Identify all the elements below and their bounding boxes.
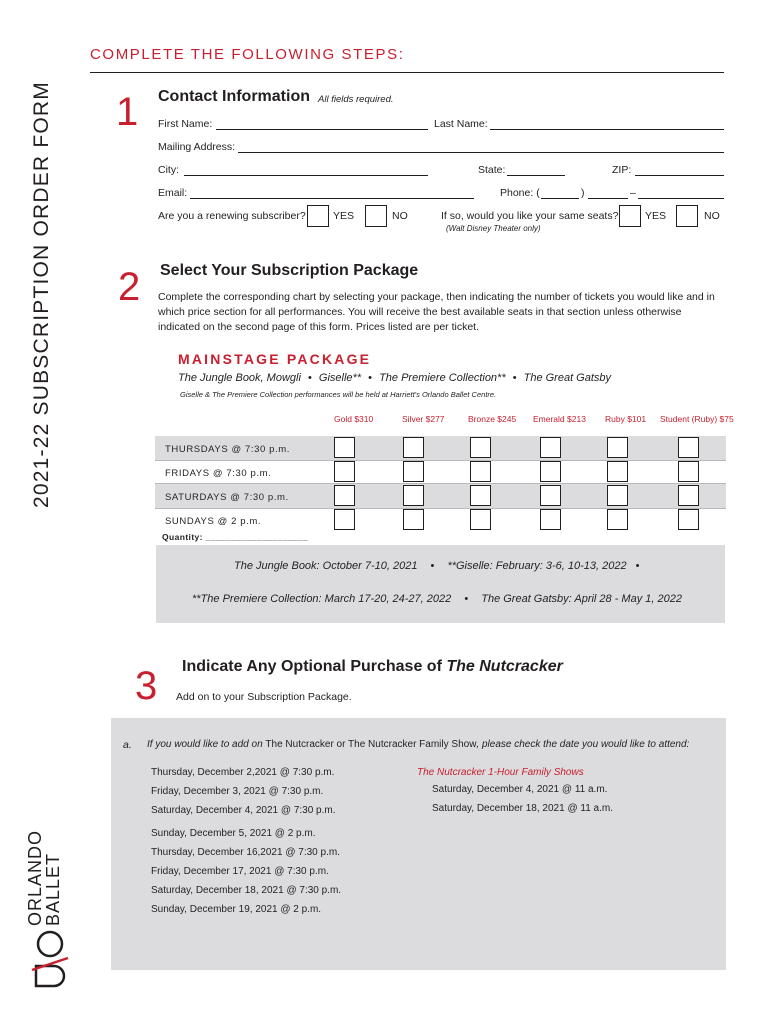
- same-seats-yes-label: YES: [645, 210, 667, 222]
- price-gold: Gold $310: [334, 414, 374, 424]
- saturday-emerald-checkbox[interactable]: [540, 485, 561, 506]
- price-bronze: Bronze $245: [468, 414, 517, 424]
- dates-jungle-book: The Jungle Book: October 7-10, 2021: [234, 560, 418, 572]
- zip-label: ZIP:: [612, 164, 632, 176]
- row-sundays: SUNDAYS @ 2 p.m.: [165, 516, 262, 527]
- friday-emerald-checkbox[interactable]: [540, 461, 561, 482]
- instr-part-b: The Nutcracker or The Nutcracker Family Show: [265, 739, 477, 750]
- nutcracker-panel: [111, 718, 726, 970]
- thursday-emerald-checkbox[interactable]: [540, 437, 561, 458]
- saturday-silver-checkbox[interactable]: [403, 485, 424, 506]
- page-header: COMPLETE THE FOLLOWING STEPS:: [90, 46, 405, 63]
- nutcracker-date[interactable]: Friday, December 17, 2021 @ 7:30 p.m.: [151, 866, 329, 877]
- nutcracker-date[interactable]: Sunday, December 5, 2021 @ 2 p.m.: [151, 828, 316, 839]
- dates-giselle: **Giselle: February: 3-6, 10-13, 2022: [447, 560, 627, 572]
- instr-part-a: If you would like to add on: [147, 739, 266, 750]
- nutcracker-instructions: [147, 739, 689, 750]
- package-show-list: [178, 372, 611, 384]
- step1-note: All fields required.: [318, 94, 394, 105]
- family-date[interactable]: Saturday, December 18, 2021 @ 11 a.m.: [432, 803, 613, 814]
- phone-dash: –: [630, 187, 636, 199]
- same-seats-yes-checkbox[interactable]: [619, 205, 641, 227]
- same-seats-no-label: NO: [704, 210, 720, 222]
- show-separator: •: [307, 372, 312, 384]
- thursday-bronze-checkbox[interactable]: [470, 437, 491, 458]
- renewing-yes-checkbox[interactable]: [307, 205, 329, 227]
- package-title: MAINSTAGE PACKAGE: [178, 351, 372, 367]
- price-silver: Silver $277: [402, 414, 445, 424]
- step3-title-prefix: Indicate Any Optional Purchase of: [182, 658, 447, 675]
- phone-prefix-field[interactable]: [588, 198, 628, 199]
- step3-number: 3: [135, 664, 158, 708]
- sunday-gold-checkbox[interactable]: [334, 509, 355, 530]
- renewing-no-label: NO: [392, 210, 408, 222]
- sunday-ruby-checkbox[interactable]: [607, 509, 628, 530]
- show-separator: •: [512, 372, 517, 384]
- dates-separator: •: [635, 560, 640, 572]
- friday-bronze-checkbox[interactable]: [470, 461, 491, 482]
- dates-great-gatsby: The Great Gatsby: April 28 - May 1, 2022: [481, 593, 682, 605]
- item-letter: a.: [123, 739, 132, 751]
- state-field[interactable]: [507, 175, 565, 176]
- step2-number: 2: [118, 265, 141, 309]
- show-great-gatsby: The Great Gatsby: [523, 372, 612, 384]
- last-name-field[interactable]: [490, 129, 724, 130]
- venue-note: Giselle & The Premiere Collection performances will be held at Harriett's Orlando Ballet Centre.: [180, 390, 497, 399]
- row-fridays: FRIDAYS @ 7:30 p.m.: [165, 468, 272, 479]
- price-emerald: Emerald $213: [533, 414, 586, 424]
- thursday-student-checkbox[interactable]: [678, 437, 699, 458]
- step3-subtitle: Add on to your Subscription Package.: [176, 691, 352, 703]
- renewing-yes-label: YES: [333, 210, 355, 222]
- quantity-field[interactable]: Quantity: ____________________: [162, 532, 309, 542]
- header-rule: [90, 72, 724, 73]
- dates-separator: •: [430, 560, 435, 572]
- city-field[interactable]: [184, 175, 428, 176]
- phone-paren: ): [581, 187, 585, 199]
- thursday-gold-checkbox[interactable]: [334, 437, 355, 458]
- performance-dates-panel: [156, 545, 725, 623]
- phone-label: Phone: (: [500, 187, 540, 199]
- mailing-address-label: Mailing Address:: [158, 141, 236, 153]
- row-thursdays: THURSDAYS @ 7:30 p.m.: [165, 444, 291, 455]
- family-date[interactable]: Saturday, December 4, 2021 @ 11 a.m.: [432, 784, 608, 795]
- first-name-label: First Name:: [158, 118, 213, 130]
- nutcracker-date[interactable]: Thursday, December 2,2021 @ 7:30 p.m.: [151, 767, 335, 778]
- nutcracker-date[interactable]: Thursday, December 16,2021 @ 7:30 p.m.: [151, 847, 340, 858]
- nutcracker-date[interactable]: Saturday, December 18, 2021 @ 7:30 p.m.: [151, 885, 342, 896]
- nutcracker-date-list: [151, 767, 341, 923]
- price-student-ruby: Student (Ruby) $75: [660, 414, 734, 424]
- same-seats-question: If so, would you like your same seats?: [441, 210, 619, 222]
- phone-area-field[interactable]: [541, 198, 579, 199]
- dates-premiere-collection: **The Premiere Collection: March 17-20, 24-27, 2022: [192, 593, 452, 605]
- ob-logo-mark: [28, 930, 72, 988]
- theater-note: (Walt Disney Theater only): [446, 224, 541, 233]
- step1-number: 1: [116, 90, 139, 134]
- family-shows-title: The Nutcracker 1-Hour Family Shows: [417, 767, 584, 778]
- renewing-no-checkbox[interactable]: [365, 205, 387, 227]
- mailing-address-field[interactable]: [238, 152, 724, 153]
- step1-title: Contact Information: [158, 88, 310, 105]
- sunday-student-checkbox[interactable]: [678, 509, 699, 530]
- sunday-bronze-checkbox[interactable]: [470, 509, 491, 530]
- renewing-question: Are you a renewing subscriber?: [158, 210, 306, 222]
- thursday-ruby-checkbox[interactable]: [607, 437, 628, 458]
- friday-student-checkbox[interactable]: [678, 461, 699, 482]
- same-seats-no-checkbox[interactable]: [676, 205, 698, 227]
- step3-title-nutcracker: The Nutcracker: [446, 658, 563, 675]
- logo-name-line1: ORLANDO: [25, 829, 45, 926]
- step2-title: Select Your Subscription Package: [160, 262, 419, 279]
- friday-ruby-checkbox[interactable]: [607, 461, 628, 482]
- last-name-label: Last Name:: [434, 118, 488, 130]
- nutcracker-date[interactable]: Sunday, December 19, 2021 @ 2 p.m.: [151, 904, 322, 915]
- logo-name-line2: BALLET: [43, 852, 63, 926]
- nutcracker-date[interactable]: Saturday, December 4, 2021 @ 7:30 p.m.: [151, 805, 336, 816]
- step2-description: Complete the corresponding chart by selecting your package, then indicating the number of tickets you would like and in which price section for all performances. You will receive the best available seats in that section unless otherwise indicated on the second page of this form. Prices listed are per ticket.: [158, 291, 715, 333]
- orlando-ballet-logo: [26, 800, 74, 990]
- instr-part-c: , please check the date you would like to attend:: [476, 739, 690, 750]
- row-saturdays: SATURDAYS @ 7:30 p.m.: [165, 492, 289, 503]
- saturday-ruby-checkbox[interactable]: [607, 485, 628, 506]
- sunday-emerald-checkbox[interactable]: [540, 509, 561, 530]
- friday-silver-checkbox[interactable]: [403, 461, 424, 482]
- thursday-silver-checkbox[interactable]: [403, 437, 424, 458]
- state-label: State:: [478, 164, 506, 176]
- friday-gold-checkbox[interactable]: [334, 461, 355, 482]
- show-jungle-book: The Jungle Book, Mowgli: [178, 372, 301, 384]
- saturday-bronze-checkbox[interactable]: [470, 485, 491, 506]
- show-giselle: Giselle**: [318, 372, 362, 384]
- phone-line-field[interactable]: [638, 198, 724, 199]
- step3-title: [182, 658, 563, 676]
- price-ruby: Ruby $101: [605, 414, 647, 424]
- saturday-gold-checkbox[interactable]: [334, 485, 355, 506]
- sunday-silver-checkbox[interactable]: [403, 509, 424, 530]
- nutcracker-date[interactable]: Friday, December 3, 2021 @ 7:30 p.m.: [151, 786, 324, 797]
- email-field[interactable]: [190, 198, 474, 199]
- show-premiere-collection: The Premiere Collection**: [379, 372, 506, 384]
- email-label: Email:: [158, 187, 188, 199]
- dates-separator: •: [464, 593, 469, 605]
- show-separator: •: [368, 372, 372, 384]
- saturday-student-checkbox[interactable]: [678, 485, 699, 506]
- zip-field[interactable]: [635, 175, 724, 176]
- first-name-field[interactable]: [216, 129, 428, 130]
- city-label: City:: [158, 164, 179, 176]
- form-side-title: 2021-22 SUBSCRIPTION ORDER FORM: [30, 81, 53, 508]
